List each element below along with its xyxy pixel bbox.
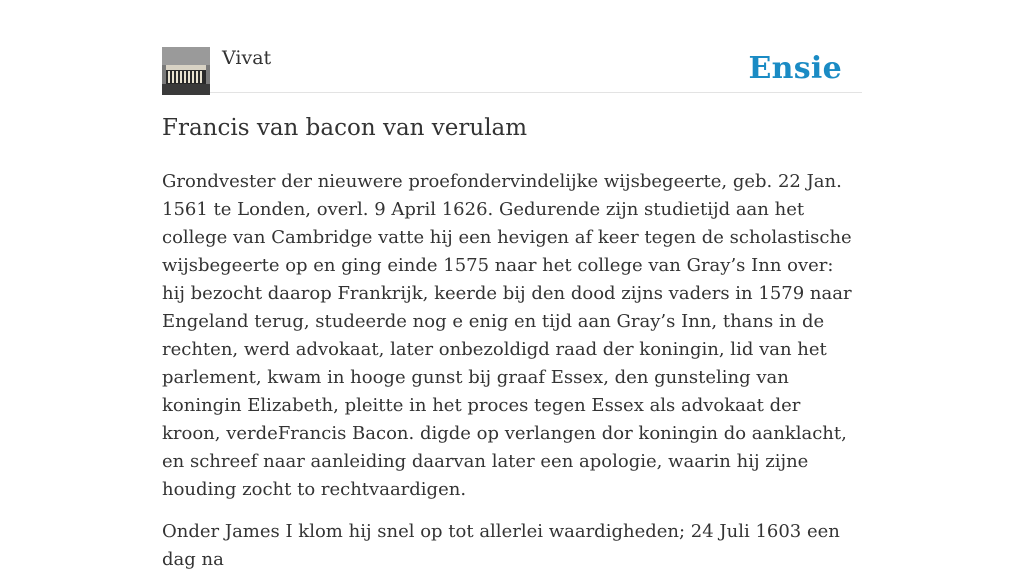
typewriter-image-icon: [162, 47, 210, 95]
ensie-logo[interactable]: Ensie: [748, 51, 842, 86]
author-name[interactable]: Vivat: [222, 47, 272, 69]
avatar[interactable]: [162, 47, 210, 95]
header: [162, 46, 862, 93]
article-body: [162, 168, 862, 588]
article-title: Francis van bacon van verulam: [162, 115, 528, 141]
article-paragraph: Grondvester der nieuwere proefondervindelijke wijsbegeerte, geb. 22 Jan. 1561 te Londen, overl. 9 April 1626. Gedurende zijn studietijd aan het college van Cambridge vatte hij een hevigen af keer tegen de scholastische wijsbegeerte op en ging einde 1575 naar het college van Gray’s Inn over: hij bezocht daarop Frankrijk, keerde bij den dood zijns vaders in 1579 naar Engeland terug, studeerde nog e enig en tijd aan Gray’s Inn, thans in de rechten, werd advokaat, later onbezoldigd raad der koningin, lid van het parlement, kwam in hooge gunst bij graaf Essex, den gunsteling van koningin Elizabeth, pleitte in het proces tegen Essex als advokaat der kroon, verdeFrancis Bacon. digde op verlangen dor koningin do aanklacht, en schreef naar aanleiding daarvan later een apologie, waarin hij zijne houding zocht to rechtvaardigen.: [162, 171, 852, 500]
article-paragraph: Onder James I klom hij snel op tot allerlei waardigheden; 24 Juli 1603 een dag na: [162, 521, 840, 570]
